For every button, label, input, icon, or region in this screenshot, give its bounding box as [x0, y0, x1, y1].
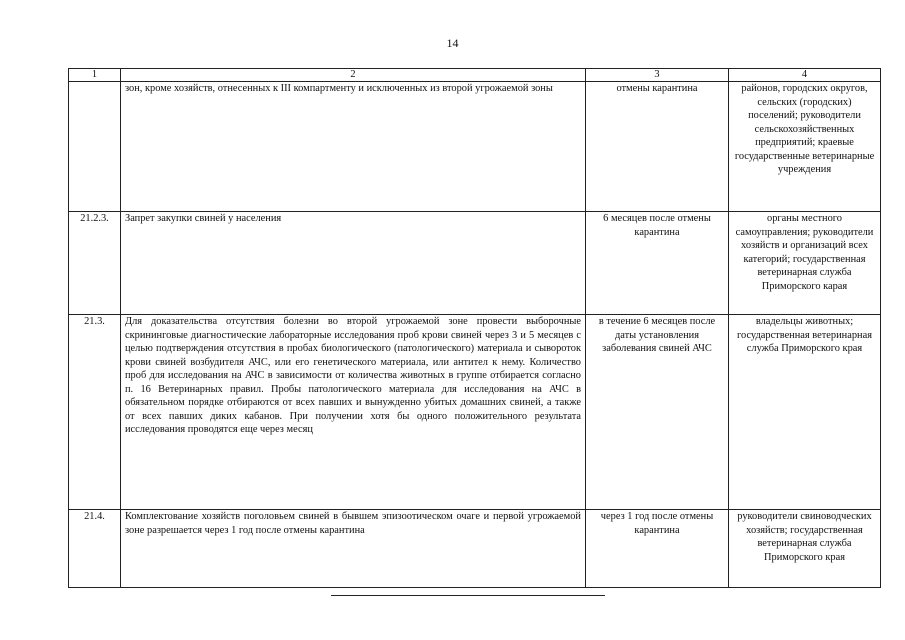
column-header: 1 [69, 69, 121, 82]
measure-text: Запрет закупки свиней у населения [121, 212, 586, 315]
table-row [69, 212, 881, 315]
table-row [69, 315, 881, 510]
responsible-cell: руководители свиноводческих хозяйств; государственная ветеринарная служба Приморского края [729, 510, 881, 588]
column-header: 3 [586, 69, 729, 82]
column-header: 4 [729, 69, 881, 82]
table-row [69, 510, 881, 588]
term-cell: в течение 6 месяцев после даты установления заболевания свиней АЧС [586, 315, 729, 510]
footer-divider [331, 595, 605, 596]
responsible-cell: районов, городских округов, сельских (городских) поселений; руководители сельскохозяйственных предприятий; краевые государственные ветеринарные учреждения [729, 82, 881, 212]
measure-text: Для доказательства отсутствия болезни во второй угрожаемой зоне провести выборочные скрининговые диагностические лабораторные исследования проб крови свиней через 3 и 5 месяцев с целью подтверждения отсутствия в пробах биологического (патологического) материала и сывороток крови свиней возбудителя АЧС, или его генетического материала, или антител к нему. Количество проб для исследования на АЧС в зависимости от количества животных в группе отбирается согласно п. 16 Ветеринарных правил. Пробы патологического материала для исследования на АЧС в обязательном порядке отбираются от всех павших и вынужденно убитых домашних свиней, а также от всех павших диких кабанов. При получении хотя бы одного положительного результата исследования проводятся еще через месяц [121, 315, 586, 510]
term-cell: через 1 год после отмены карантина [586, 510, 729, 588]
responsible-cell: владельцы животных; государственная ветеринарная служба Приморского края [729, 315, 881, 510]
column-header: 2 [121, 69, 586, 82]
term-cell: отмены карантина [586, 82, 729, 212]
term-cell: 6 месяцев после отмены карантина [586, 212, 729, 315]
page-number: 14 [446, 36, 459, 50]
row-number: 21.4. [69, 510, 121, 588]
row-number [69, 82, 121, 212]
measure-text: зон, кроме хозяйств, отнесенных к III компартменту и исключенных из второй угрожаемой зоны [121, 82, 586, 212]
measure-text: Комплектование хозяйств поголовьем свиней в бывшем эпизоотическом очаге и первой угрожаемой зоне разрешается через 1 год после отмены карантина [121, 510, 586, 588]
responsible-cell: органы местного самоуправления; руководители хозяйств и организаций всех категорий; государственная ветеринарная служба Приморского карая [729, 212, 881, 315]
row-number: 21.3. [69, 315, 121, 510]
row-number: 21.2.3. [69, 212, 121, 315]
table-row [69, 82, 881, 212]
table-header-row [69, 69, 881, 82]
document-table [68, 68, 881, 588]
